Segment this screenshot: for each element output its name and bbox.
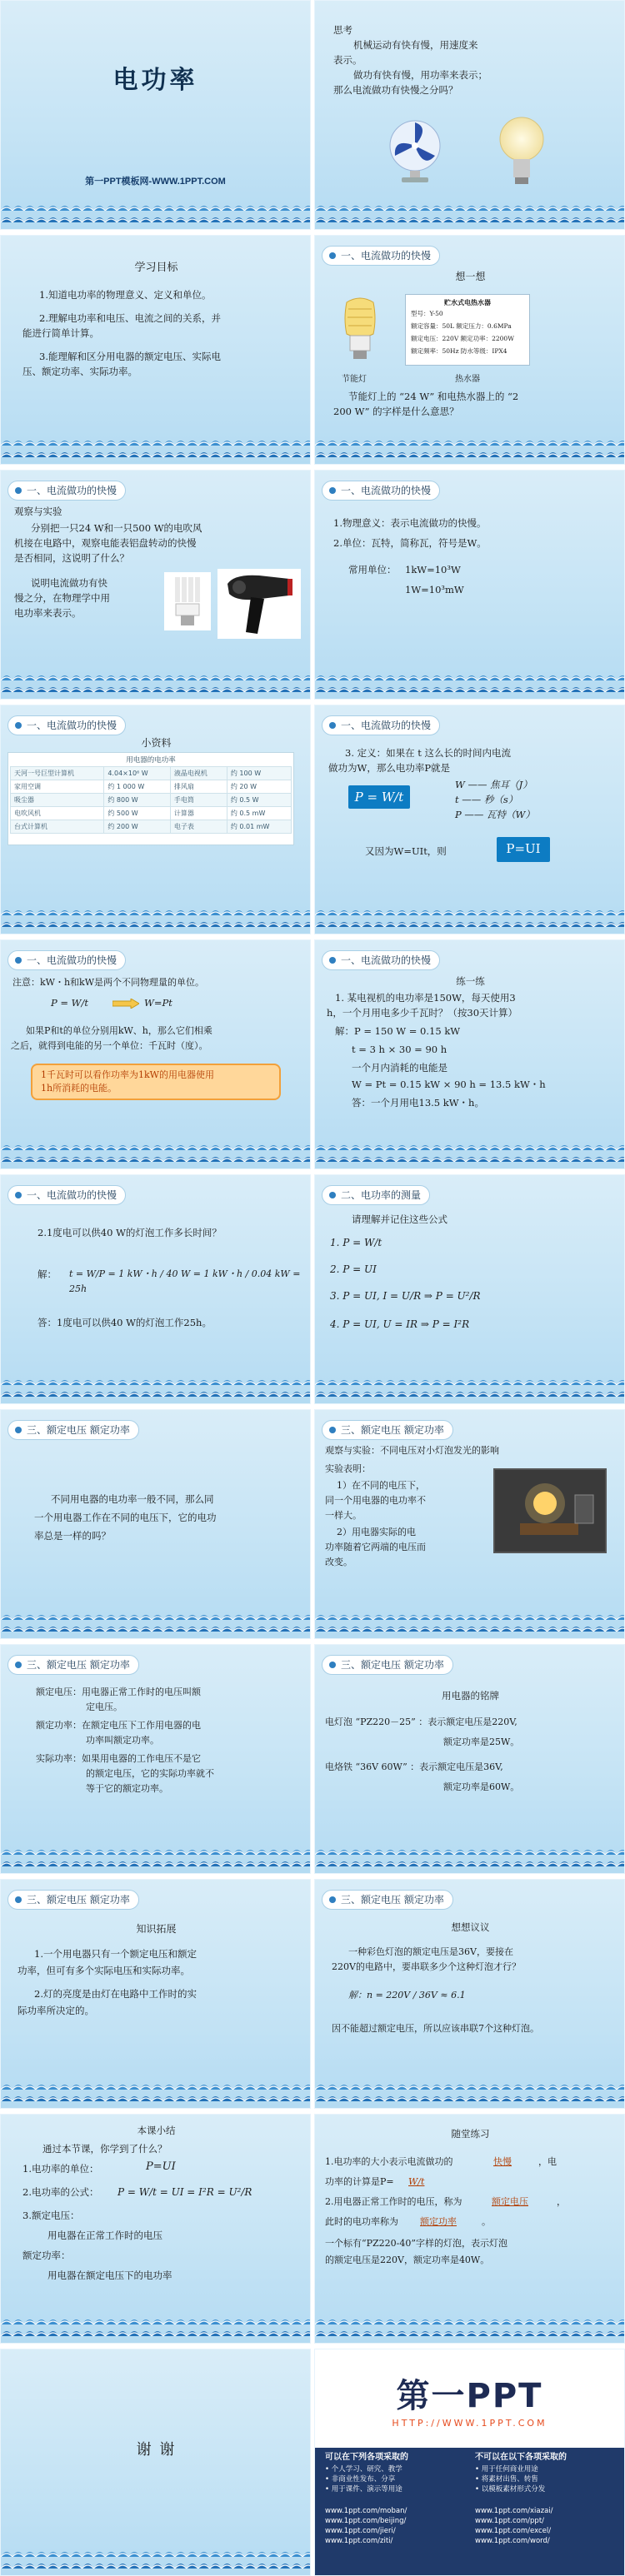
wave-decoration — [1, 1139, 310, 1168]
exercise-line: 的额定电压是220V，额定功率是40W。 — [325, 2255, 490, 2265]
slide-1-title — [0, 0, 311, 230]
subtitle: 用电器的铭牌 — [442, 1690, 499, 1702]
wave-decoration — [315, 1139, 624, 1168]
definition-line: 实际功率：如果用电器的工作电压不是它 — [36, 1753, 201, 1764]
slide-2-think — [314, 0, 625, 230]
slide-3-goals — [0, 235, 311, 465]
problem-line: h，一个月用电多少千瓦时？（按30天计算） — [327, 1007, 518, 1019]
derived-formula: P=UI — [497, 837, 550, 862]
definition-line: 做功为W，那么电功率P就是 — [328, 762, 451, 774]
allowed-item: • 用于课件、演示等用途 — [325, 2485, 402, 2494]
blank-answer: 快慢 — [493, 2156, 512, 2167]
discussion-line: 因不能超过额定电压，所以应该串联7个这种灯泡。 — [332, 2023, 539, 2034]
energy-saving-lamp-icon — [335, 294, 385, 369]
exercise-line: 功率的计算是P= — [325, 2176, 394, 2187]
wave-decoration — [1, 2545, 310, 2575]
formula-left: P = W/t — [51, 997, 89, 1009]
resource-link[interactable]: www.1ppt.com/xiazai/ — [475, 2507, 553, 2515]
section-header: 三、额定电压 额定功率 — [8, 1655, 139, 1675]
slide-22-brand — [314, 2349, 625, 2576]
slide-20-exercise — [314, 2114, 625, 2344]
slide-12-formulas — [314, 1174, 625, 1404]
exercise-line: 一个标有“PZ220-40”字样的灯泡，表示灯泡 — [325, 2238, 508, 2249]
highlight-note — [31, 1064, 281, 1100]
problem-line: 1. 某电视机的电功率是150W，每天使用3 — [335, 992, 516, 1004]
brand-logo: 第一PPT — [396, 2377, 543, 2415]
section-header: 二、电功率的测量 — [322, 1185, 430, 1205]
discussion-line: 解：n = 220V / 36V ≈ 6.1 — [348, 1990, 466, 2001]
conclusion-line: 慢之分，在物理学中用 — [14, 592, 110, 604]
think-label: 思考 — [333, 24, 352, 36]
wave-decoration — [315, 904, 624, 934]
lamp-experiment-icon — [495, 1470, 605, 1552]
blank-answer: 额定电压 — [492, 2196, 528, 2207]
section-header: 三、额定电压 额定功率 — [8, 1420, 139, 1440]
formula-right: W=Pt — [144, 997, 172, 1009]
slide-7-data-table — [0, 705, 311, 934]
nameplate-row: 额定电压：220V 额定功率：2200W — [411, 335, 514, 342]
summary-line: 1.电功率的单位： — [22, 2163, 99, 2175]
slide-14-voltage-experiment — [314, 1409, 625, 1639]
formula-value: P = W/t = UI = I²R = U²/R — [118, 2186, 252, 2198]
heater-nameplate — [405, 294, 530, 366]
slide-4-think-more — [314, 235, 625, 465]
section-header: 一、电流做功的快慢 — [322, 246, 440, 266]
definition-line: 3. 定义：如果在 t 这么长的时间内电流 — [345, 747, 512, 759]
conclusion-line: 电功率来表示。 — [14, 607, 82, 619]
slide-13-rated-question — [0, 1409, 311, 1639]
nameplate-row: 型号：Y-50 — [411, 310, 443, 317]
question-line: 200 W” 的字样是什么意思？ — [333, 406, 459, 417]
slide-9-kwh — [0, 939, 311, 1169]
slide-title: 电功率 — [112, 66, 198, 95]
summary-line: 用电器在额定电压下的电功率 — [48, 2270, 172, 2281]
wave-decoration — [315, 1608, 624, 1638]
table-row: 家用空调 约 1 000 W 排风扇 约 20 W — [11, 780, 292, 794]
goals-heading: 学习目标 — [134, 262, 178, 274]
experiment-line: 是否相同，这说明了什么？ — [14, 552, 129, 564]
experiment-line: 同一个用电器的电功率不 — [325, 1495, 426, 1506]
extension-line: 功率，但可有多个实际电压和实际功率。 — [18, 1965, 190, 1976]
question-line: 不同用电器的电功率一般不同，那么同 — [51, 1493, 214, 1505]
explain-line: 如果P和t的单位分别用kW、h，那么它们相乘 — [26, 1025, 212, 1036]
definition-line: 等于它的额定功率。 — [86, 1783, 168, 1794]
extension-line: 2.灯的亮度是由灯在电路中工作时的实 — [34, 1988, 197, 2000]
exercise-line: 。 — [482, 2216, 491, 2227]
think-line: 做功有快有慢，用功率来表示； — [353, 69, 488, 81]
answer-line: 答：1度电可以供40 W的灯泡工作25h。 — [38, 1317, 212, 1328]
nameplate-row: 额定频率：50Hz 防水等级：IPX4 — [411, 347, 508, 355]
slide-15-definitions — [0, 1644, 311, 1874]
section-header: 一、电流做功的快慢 — [322, 950, 440, 970]
solution-line: t = 3 h × 30 = 90 h — [352, 1044, 448, 1055]
slide-21-thanks — [0, 2349, 311, 2576]
solution-line: W = Pt = 0.15 kW × 90 h = 13.5 kW・h — [352, 1079, 546, 1090]
formula-line: 4. P = UI, U = IR ⇒ P = I²R — [330, 1318, 470, 1330]
solution-line: 解：P = 150 W = 0.15 kW — [335, 1025, 461, 1037]
note-line: 1千瓦时可以看作功率为1kW的用电器使用 — [41, 1069, 214, 1080]
slide-8-definition — [314, 705, 625, 934]
exercise-line: ， — [557, 2196, 566, 2207]
wave-decoration — [315, 1843, 624, 1873]
experiment-line: 1）在不同的电压下， — [337, 1480, 425, 1491]
think-line: 那么电流做功有快慢之分吗？ — [333, 84, 458, 96]
unit-value: P=UI — [146, 2160, 176, 2173]
wave-decoration — [315, 199, 624, 229]
forbidden-column — [475, 2453, 617, 2494]
nameplate-title: 贮水式电热水器 — [444, 298, 491, 306]
resource-link[interactable]: www.1ppt.com/word/ — [475, 2537, 550, 2545]
blank-answer: 额定功率 — [420, 2216, 457, 2227]
summary-line: 通过本节课，你学到了什么？ — [42, 2143, 168, 2155]
wave-decoration — [1, 2078, 310, 2108]
wave-decoration — [1, 669, 310, 699]
nameplate-line: 额定功率是25W。 — [443, 1736, 520, 1747]
definition-line: 额定功率：在额定电压下工作用电器的电 — [36, 1720, 201, 1731]
slide-5-experiment — [0, 470, 311, 700]
subtitle: 小资料 — [141, 737, 172, 749]
forbidden-item: • 以模板素材形式分发 — [475, 2485, 546, 2494]
experiment-line: 观察与实验：不同电压对小灯泡发光的影响 — [325, 1445, 499, 1456]
resource-link[interactable]: www.1ppt.com/beijing/ — [325, 2517, 407, 2525]
experiment-line: 实验表明： — [325, 1463, 371, 1474]
experiment-line: 改变。 — [325, 1557, 352, 1567]
intro-line: 请理解并记住这些公式 — [352, 1213, 448, 1225]
link-list — [475, 2506, 617, 2546]
resource-link[interactable]: www.1ppt.com/ziti/ — [325, 2537, 393, 2545]
answer-line: 答：一个月用电13.5 kW・h。 — [352, 1097, 484, 1109]
slide-6-meaning-units — [314, 470, 625, 700]
table-title: 用电器的电功率 — [126, 756, 176, 765]
nameplate-line: 电烙铁 “36V 60W” ：表示额定电压是36V, — [325, 1761, 503, 1772]
experiment-label: 观察与实验 — [14, 506, 62, 517]
subtitle: 练一练 — [456, 975, 485, 987]
resource-link[interactable]: www.1ppt.com/ppt/ — [475, 2517, 545, 2525]
goal-line: 压、额定功率、实际功率。 — [22, 366, 138, 377]
heater-label: 热水器 — [455, 375, 480, 384]
formula-line: 2. P = UI — [330, 1263, 377, 1275]
wave-decoration — [315, 1373, 624, 1403]
extension-line: 1.一个用电器只有一个额定电压和额定 — [34, 1948, 197, 1960]
question-line: 节能灯上的 “24 W” 和电热水器上的 “2 — [348, 391, 519, 402]
section-header: 三、额定电压 额定功率 — [8, 1890, 139, 1910]
link-list — [325, 2506, 467, 2546]
section-header: 一、电流做功的快慢 — [322, 715, 440, 735]
note-line: 1h所消耗的电能。 — [41, 1083, 118, 1094]
legend-line: W —— 焦耳（J） — [455, 779, 532, 790]
subtitle: 想一想 — [455, 271, 486, 282]
wave-decoration — [1, 1843, 310, 1873]
discussion-line: 一种彩色灯泡的额定电压是36V，要接在 — [348, 1946, 513, 1957]
wave-decoration — [315, 669, 624, 699]
wave-decoration — [1, 1373, 310, 1403]
definition-line: 功率叫额定功率。 — [86, 1735, 159, 1746]
derive-label: 又因为W=UIt，则 — [365, 845, 447, 857]
experiment-line: 功率随着它两端的电压而 — [325, 1542, 426, 1552]
blank-answer: W/t — [408, 2176, 425, 2187]
license-band — [315, 2448, 624, 2576]
slide-19-summary — [0, 2114, 311, 2344]
fan-icon — [382, 116, 448, 186]
section-header: 一、电流做功的快慢 — [322, 481, 440, 501]
section-header: 三、额定电压 额定功率 — [322, 1420, 453, 1440]
slide-16-nameplate — [314, 1644, 625, 1874]
nameplate-line: 电灯泡 “PZ220－25” ：表示额定电压是220V, — [325, 1717, 518, 1727]
definition-line: 定电压。 — [86, 1702, 122, 1712]
wave-decoration — [315, 434, 624, 464]
conclusion-line: 说明电流做功有快 — [31, 577, 108, 589]
explain-line: 之后，就得到电能的另一个单位：千瓦时（度）。 — [11, 1040, 208, 1051]
summary-line: 用电器在正常工作时的电压 — [48, 2230, 162, 2241]
thanks-text: 谢 谢 — [136, 2441, 177, 2459]
wave-decoration — [315, 2078, 624, 2108]
cfl-bulb-icon — [164, 572, 211, 630]
experiment-line: 分别把一只24 W和一只500 W的电吹风 — [31, 522, 202, 534]
question-line: 率总是一样的吗？ — [34, 1530, 111, 1542]
wave-decoration — [1, 1608, 310, 1638]
goal-line: 3.能理解和区分用电器的额定电压、实际电 — [39, 351, 221, 362]
section-header: 三、额定电压 额定功率 — [322, 1890, 453, 1910]
table-body — [10, 766, 292, 834]
forbidden-item: • 将素材出售、转售 — [475, 2475, 538, 2484]
experiment-line: 机接在电路中，观察电能表铝盘转动的快慢 — [14, 537, 197, 549]
summary-line: 额定功率： — [22, 2250, 71, 2261]
site-label: 第一PPT模板网-WWW.1PPT.COM — [85, 177, 226, 187]
wave-decoration — [1, 199, 310, 229]
summary-line: 2.电功率的公式： — [22, 2186, 99, 2198]
allowed-item: • 非商业性发布、分享 — [325, 2475, 396, 2484]
section-header: 三、额定电压 额定功率 — [322, 1655, 453, 1675]
experiment-line: 一样大。 — [325, 1510, 362, 1521]
formula-line: 1. P = W/t — [330, 1237, 382, 1248]
goal-line: 能进行简单计算。 — [22, 327, 99, 339]
nameplate-row: 额定容量：50L 额定压力：0.6MPa — [411, 322, 512, 330]
resource-link[interactable]: www.1ppt.com/jieri/ — [325, 2527, 396, 2535]
goal-line: 2.理解电功率和电压、电流之间的关系，并 — [39, 312, 221, 324]
solution-label: 解： — [38, 1268, 57, 1280]
table-row: 吸尘器 约 800 W 手电筒 约 0.5 W — [11, 794, 292, 807]
subtitle: 知识拓展 — [136, 1923, 177, 1935]
section-header: 一、电流做功的快慢 — [8, 1185, 126, 1205]
nameplate-line: 额定功率是60W。 — [443, 1781, 520, 1792]
exercise-line: ，电 — [538, 2156, 557, 2167]
goal-line: 1.知道电功率的物理意义、定义和单位。 — [39, 289, 212, 301]
resource-link[interactable]: www.1ppt.com/moban/ — [325, 2507, 408, 2515]
table-row: 电吹风机 约 500 W 计算器 约 0.5 mW — [11, 807, 292, 820]
summary-heading: 本课小结 — [137, 2125, 176, 2136]
extension-line: 际功率所决定的。 — [18, 2005, 94, 2016]
discussion-line: 220V的电路中，要串联多少个这种灯泡才行？ — [332, 1961, 521, 1972]
light-bulb-icon — [497, 111, 547, 191]
exercise-line: 此时的电功率称为 — [325, 2216, 398, 2227]
formula-line: 3. P = UI, I = U/R ⇒ P = U²/R — [330, 1290, 481, 1302]
units-label: 常用单位： — [348, 564, 397, 575]
section-header: 一、电流做功的快慢 — [8, 715, 126, 735]
resource-link[interactable]: www.1ppt.com/excel/ — [475, 2527, 552, 2535]
wave-decoration — [1, 2313, 310, 2343]
exercise-heading: 随堂练习 — [451, 2128, 490, 2140]
hair-dryer-icon — [218, 569, 301, 639]
exercise-line: 2.用电器正常工作时的电压，称为 — [325, 2196, 462, 2207]
power-table — [8, 752, 294, 845]
definition-line: 的额定电压，它的实际功率就不 — [86, 1768, 214, 1779]
experiment-photo — [493, 1468, 607, 1553]
unit-conversion: 1W=10³mW — [405, 584, 464, 595]
note-line: 注意：kW・h和kW是两个不同物理量的单位。 — [12, 977, 205, 988]
allowed-item: • 个人学习、研究、教学 — [325, 2465, 402, 2474]
wave-decoration — [315, 2313, 624, 2343]
slide-11-lamp-time — [0, 1174, 311, 1404]
unit-line: 2.单位：瓦特，简称瓦，符号是W。 — [333, 537, 487, 549]
forbidden-item: • 用于任何商业用途 — [475, 2465, 538, 2474]
table-row: 天河一号巨型计算机 4.04×10⁶ W 液晶电视机 约 100 W — [11, 767, 292, 780]
section-header: 一、电流做功的快慢 — [8, 481, 126, 501]
arrow-right-icon — [112, 999, 139, 1009]
subtitle: 想想议议 — [451, 1921, 490, 1933]
slide-10-practice — [314, 939, 625, 1169]
power-formula: P = W/t — [348, 785, 410, 809]
legend-line: t —— 秒（s） — [455, 794, 518, 805]
think-line: 表示。 — [333, 54, 362, 66]
unit-conversion: 1kW=10³W — [405, 564, 461, 575]
legend-line: P —— 瓦特（W） — [455, 809, 535, 820]
allowed-title: 可以在下列各项采取的 — [325, 2453, 408, 2462]
section-header: 一、电流做功的快慢 — [8, 950, 126, 970]
forbidden-title: 不可以在以下各项采取的 — [475, 2453, 567, 2462]
question-line: 一个用电器工作在不同的电压下，它的电功 — [34, 1512, 217, 1523]
lamp-label: 节能灯 — [342, 375, 367, 384]
slide-18-discussion — [314, 1879, 625, 2109]
exercise-line: 1.电功率的大小表示电流做功的 — [325, 2156, 453, 2167]
meaning-line: 1.物理意义：表示电流做功的快慢。 — [333, 517, 487, 529]
question-line: 2.1度电可以供40 W的灯泡工作多长时间？ — [38, 1227, 222, 1238]
definition-line: 额定电压：用电器正常工作时的电压叫额 — [36, 1687, 201, 1697]
wave-decoration — [1, 904, 310, 934]
think-line: 机械运动有快有慢，用速度来 — [353, 39, 478, 51]
wave-decoration — [1, 434, 310, 464]
table-row: 台式计算机 约 200 W 电子表 约 0.01 mW — [11, 820, 292, 834]
experiment-line: 2）用电器实际的电 — [337, 1527, 416, 1537]
summary-line: 3.额定电压： — [22, 2210, 80, 2221]
brand-url: HTTP://WWW.1PPT.COM — [392, 2418, 548, 2429]
allowed-column — [325, 2453, 467, 2494]
solution-line: 一个月内消耗的电能是 — [352, 1062, 448, 1074]
slide-17-extension — [0, 1879, 311, 2109]
solution-formula: t = W/P = 1 kW・h / 40 W = 1 kW・h / 0.04 kW = 25h — [69, 1268, 301, 1294]
